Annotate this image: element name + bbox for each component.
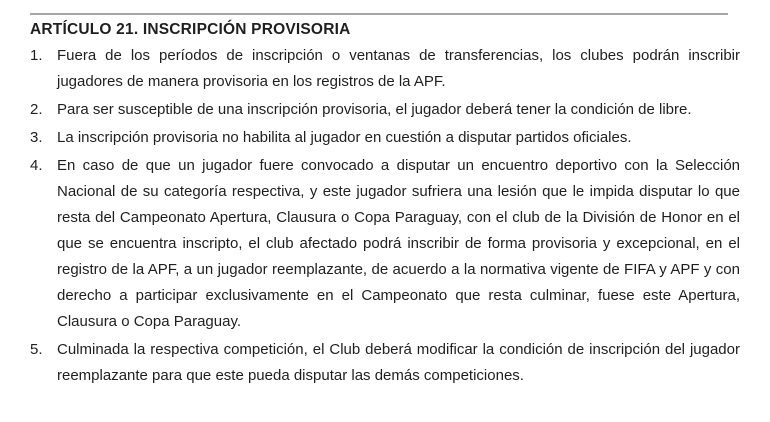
list-item-text: Para ser susceptible de una inscripción provisoria, el jugador deberá tener la condición de libre. bbox=[57, 101, 692, 118]
list-item-text: La inscripción provisoria no habilita al jugador en cuestión a disputar partidos oficiales. bbox=[57, 129, 632, 146]
list-item bbox=[30, 43, 740, 95]
list-item bbox=[30, 337, 740, 389]
list-item-text: Culminada la respectiva competición, el Club deberá modificar la condición de inscripción del jugador reemplazante para que este pueda disputar las demás competiciones. bbox=[57, 341, 740, 384]
list-item-text: Fuera de los períodos de inscripción o ventanas de transferencias, los clubes podrán inscribir jugadores de manera provisoria en los registros de la APF. bbox=[57, 47, 740, 90]
article-title: ARTÍCULO 21. INSCRIPCIÓN PROVISORIA bbox=[30, 21, 351, 38]
list-item bbox=[30, 97, 740, 123]
list-item-number: 5. bbox=[30, 341, 43, 358]
clause-list bbox=[30, 43, 740, 391]
list-item-number: 4. bbox=[30, 157, 43, 174]
list-item-number: 3. bbox=[30, 129, 43, 146]
list-item bbox=[30, 153, 740, 335]
list-item-number: 2. bbox=[30, 101, 43, 118]
list-item-text: En caso de que un jugador fuere convocado a disputar un encuentro deportivo con la Selección Nacional de su categoría respectiva, y este jugador sufriera una lesión que le impida disputar lo que resta del Campeonato Apertura, Clausura o Copa Paraguay, con el club de la División de Honor en el que se encuentra inscripto, el club afectado podrá inscribir de forma provisoria y excepcional, en el registro de la APF, a un jugador reemplazante, de acuerdo a la normativa vigente de FIFA y APF y con derecho a participar exclusivamente en el Campeonato que resta culminar, fuese este Apertura, Clausura o Copa Paraguay. bbox=[57, 157, 740, 330]
top-divider bbox=[30, 13, 728, 15]
list-item-number: 1. bbox=[30, 47, 43, 64]
list-item bbox=[30, 125, 740, 151]
